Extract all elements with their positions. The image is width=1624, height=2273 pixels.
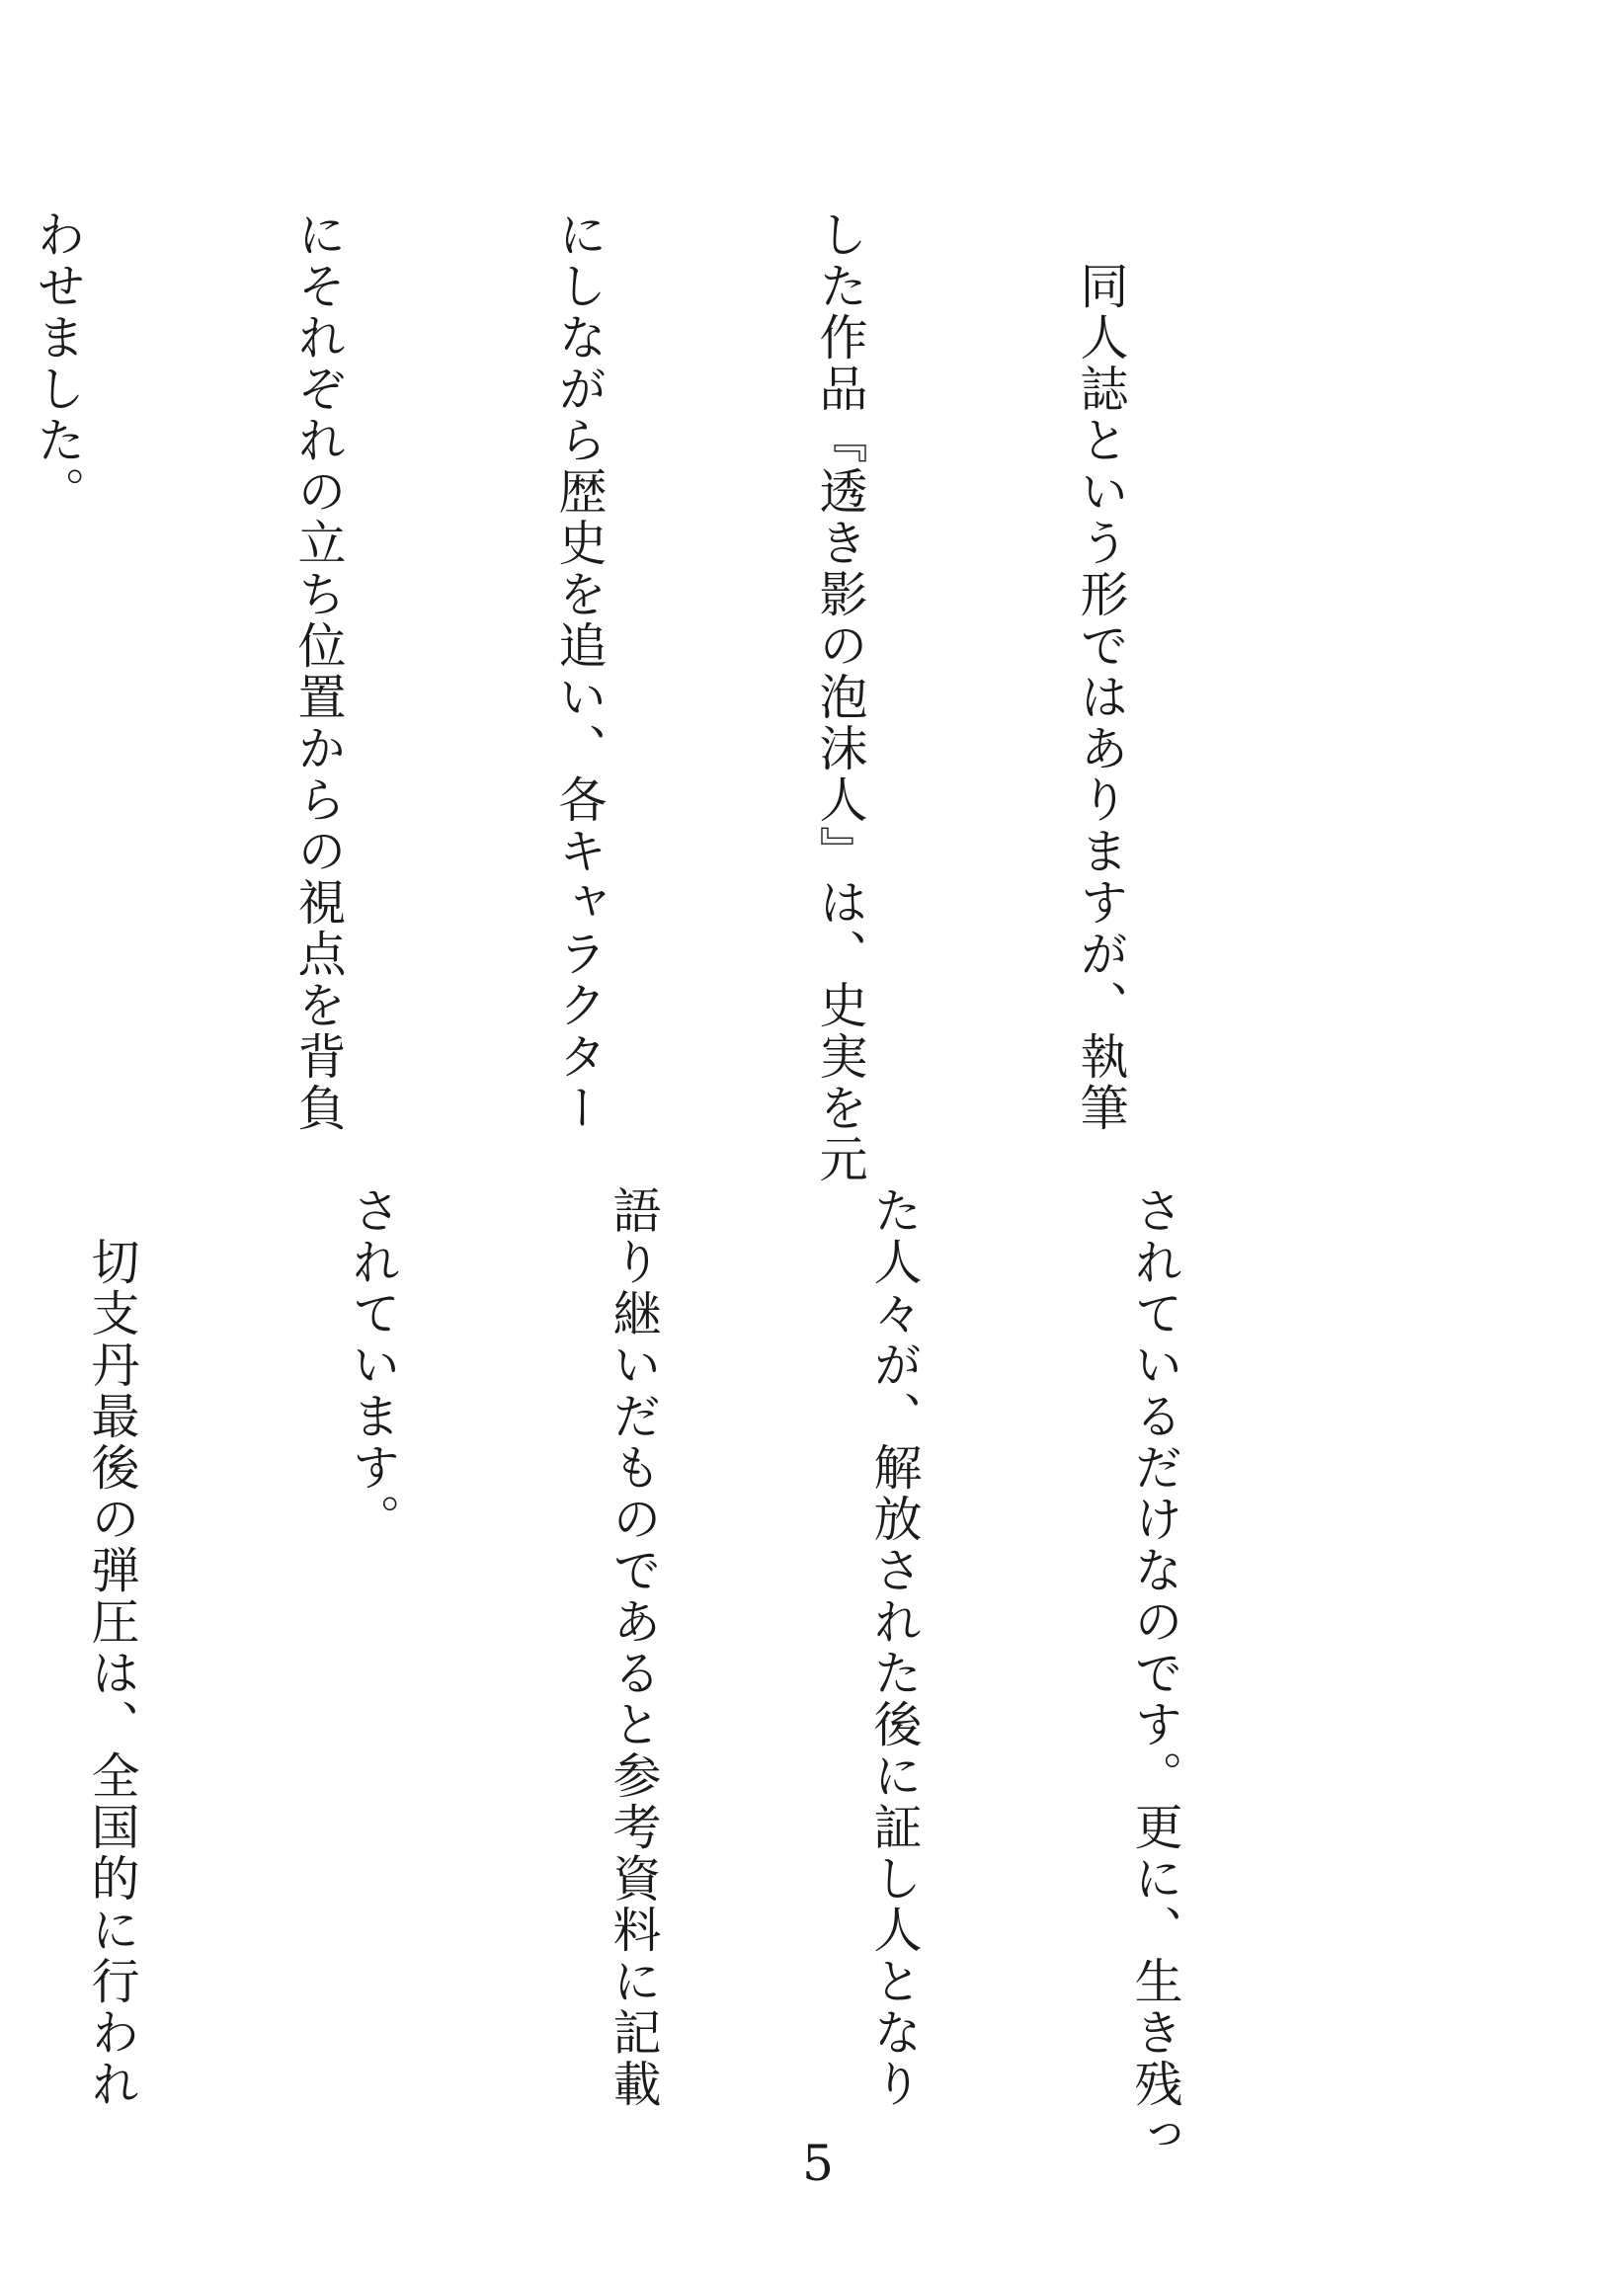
text-line: わせました。 [30, 209, 86, 518]
text-line: 語り継いだものであると参考資料に記載 [606, 1185, 662, 2110]
page-number: 5 [802, 2135, 834, 2192]
text-line: た人々が、解放された後に証し人となり [866, 1185, 923, 2110]
lower-text-block [0, 1185, 1372, 2161]
text-line: にそれぞれの立ち位置からの視点を背負 [290, 209, 347, 1134]
text-line: 同人誌という形ではありますが、執筆 [1073, 209, 1129, 1134]
text-line: されているだけなのです。更に、生き残っ [1127, 1185, 1183, 2161]
text-line: した作品『透き影の泡沫人』は、史実を元 [812, 209, 868, 1185]
text-line: されています。 [345, 1185, 401, 1545]
text-line: 切支丹最後の弾圧は、全国的に行われ [84, 1185, 140, 2110]
text-line: にしながら歴史を追い、各キャラクター [551, 209, 608, 1134]
upper-text-block [0, 209, 1318, 1185]
